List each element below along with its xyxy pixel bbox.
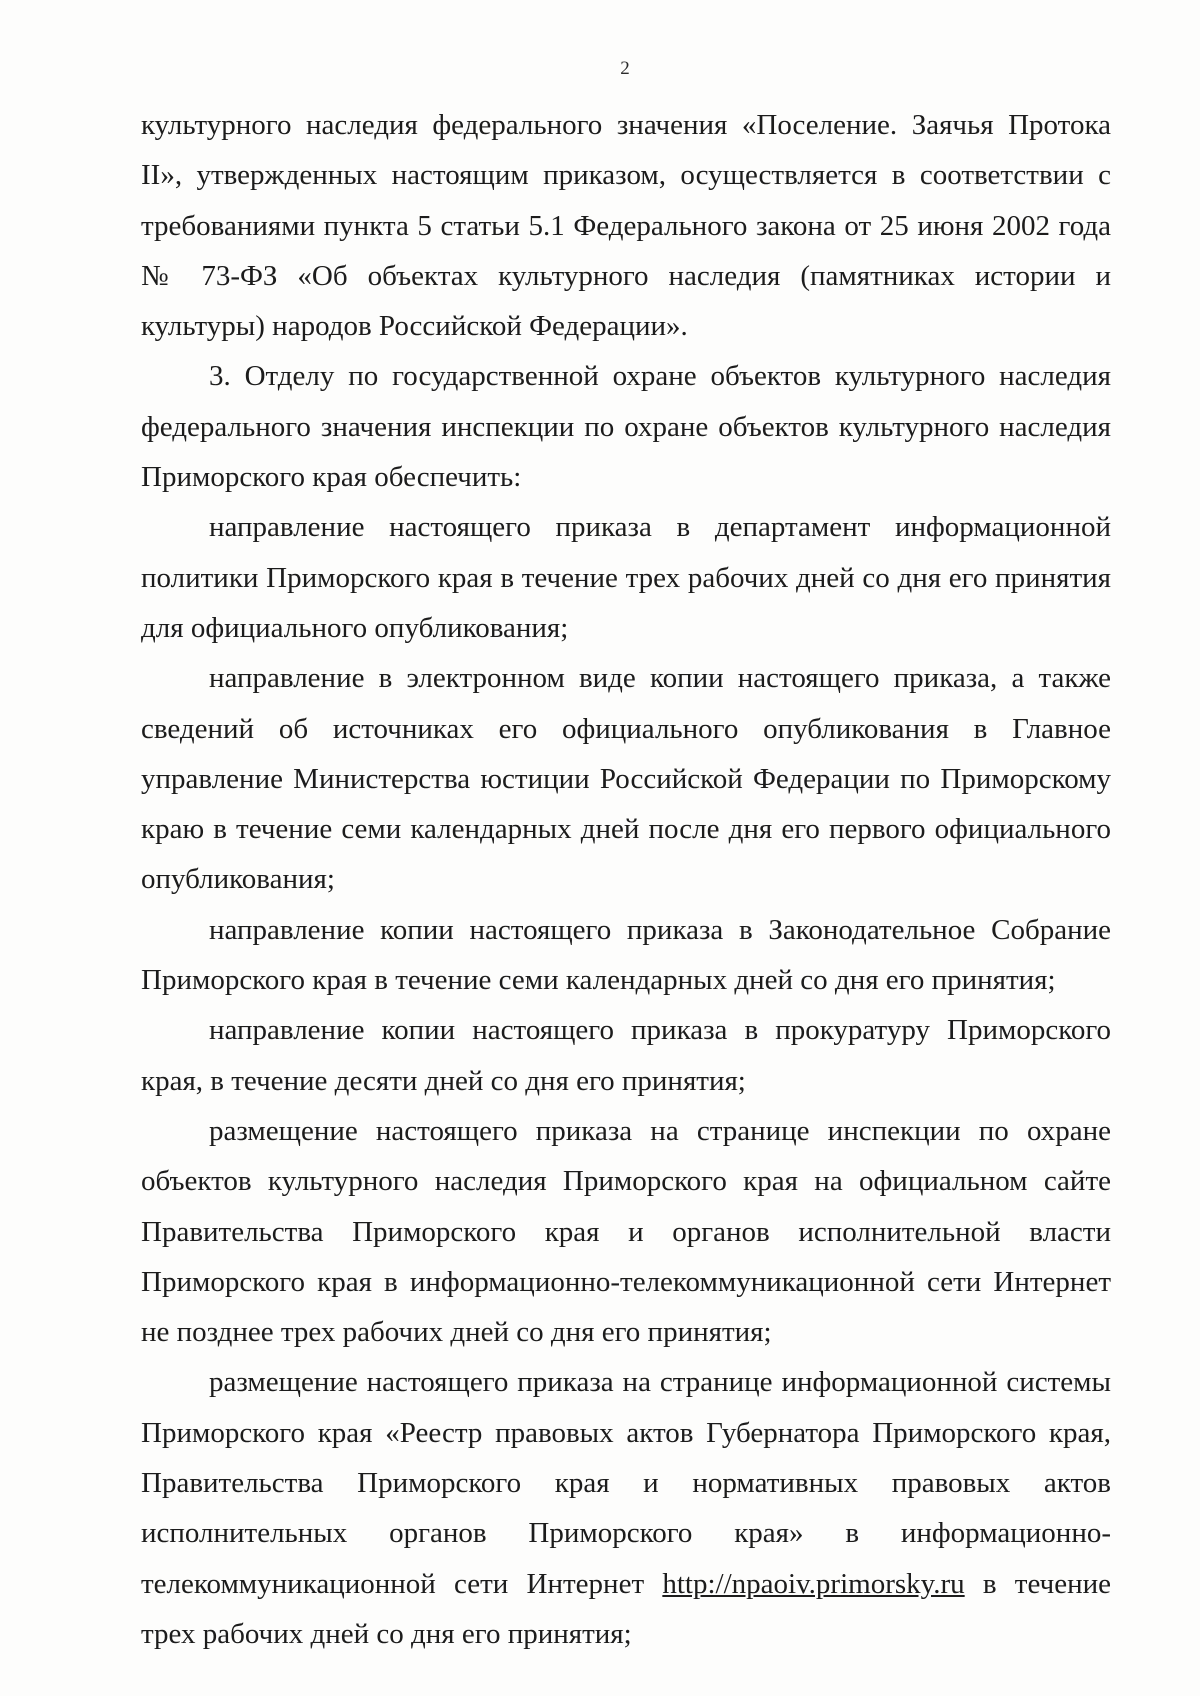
registry-text-before-link: размещение настоящего приказа на странице информационной системы Приморского края «Реестр правовых актов Губернатора Приморского края, Правительства Приморского края и нормативных правовых актов исполнительных органов Приморского края» в информационно-телекоммуникационной сети Интернет bbox=[141, 1366, 1111, 1600]
paragraph-item-3: 3. Отделу по государственной охране объектов культурного наследия федерального значения инспекции по охране объектов культурного наследия Приморского края обеспечить: bbox=[141, 360, 1111, 494]
document-body bbox=[141, 100, 1111, 1659]
paragraph-registry bbox=[141, 1357, 1111, 1659]
paragraph-legislative-assembly: направление копии настоящего приказа в Законодательное Собрание Приморского края в течение семи календарных дней со дня его принятия; bbox=[141, 913, 1111, 997]
registry-link[interactable]: http://npaoiv.primorsky.ru bbox=[662, 1567, 965, 1600]
paragraph-info-policy: направление настоящего приказа в департамент информационной политики Приморского края в течение трех рабочих дней со дня его принятия для официального опубликования; bbox=[141, 511, 1111, 644]
paragraph-prosecutor: направление копии настоящего приказа в прокуратуру Приморского края, в течение десяти дней со дня его принятия; bbox=[141, 1014, 1111, 1097]
paragraph-continuation: культурного наследия федерального значения «Поселение. Заячья Протока II», утвержденных настоящим приказом, осуществляется в соответствии с требованиями пункта 5 статьи 5.1 Федерального закона от 25 июня 2002 года № 73-ФЗ «Об объектах культурного наследия (памятниках истории и культуры) народов Российской Федерации». bbox=[141, 109, 1111, 343]
page-number: 2 bbox=[620, 58, 630, 79]
paragraph-official-site: размещение настоящего приказа на странице инспекции по охране объектов культурного наследия Приморского края на официальном сайте Правительства Приморского края и органов исполнительной власти Приморского края в информационно-телекоммуникационной сети Интернет не позднее трех рабочих дней со дня его принятия; bbox=[141, 1114, 1111, 1349]
registry-text-after-link: в течение трех рабочих дней со дня его принятия; bbox=[141, 1567, 1111, 1650]
paragraph-ministry-justice: направление в электронном виде копии настоящего приказа, а также сведений об источниках его официального опубликования в Главное управление Министерства юстиции Российской Федерации по Приморскому краю в течение семи календарных дней после дня его первого официального опубликования; bbox=[141, 662, 1111, 896]
